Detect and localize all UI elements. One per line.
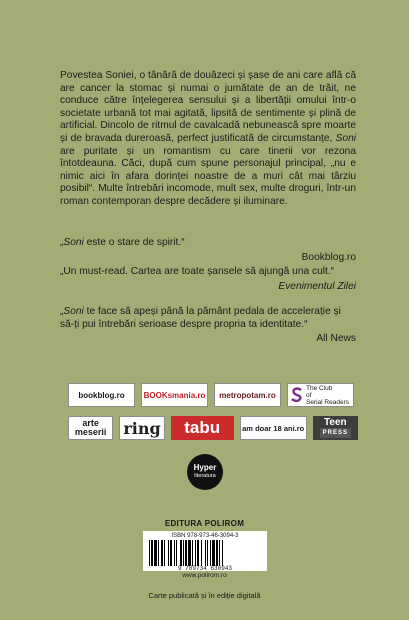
review-quote: [60, 266, 356, 279]
booksmania-logo: [141, 383, 208, 407]
review-quote-text: este o stare de spirit.“: [83, 237, 185, 248]
teen-logo-line-2: PRESS: [320, 428, 351, 438]
arte-logo-line-2: meserii: [74, 427, 107, 437]
isbn-barcode: [143, 531, 267, 571]
am-doar-18-ani-logo: [240, 416, 307, 440]
teen-press-logo: [313, 416, 358, 440]
hyper-logo-line-1: Hyper: [193, 463, 217, 472]
bookblog-logo-text: bookblog.ro: [78, 390, 125, 400]
club-s-icon: [291, 387, 303, 403]
club-logo-line-3: Serial Readers: [306, 398, 349, 406]
booksmania-logo-text: BOOKsmania.ro: [143, 390, 206, 400]
arte-logo-line-1: arte: [82, 418, 99, 428]
arte-meserii-logo: [68, 416, 113, 440]
review-quote: [60, 306, 356, 331]
publisher-website: www.polirom.ro: [182, 572, 227, 579]
book-blurb: [60, 70, 356, 209]
club-logo-line-1: The Club: [306, 384, 333, 392]
review-quote-text: te face să apeși până la pământ pedala de accelerație și să-ți pui întrebări serioase despre propria ta identitate.“: [60, 306, 341, 330]
tabu-logo-text: tabu: [184, 418, 221, 437]
hyperliteratura-logo: [187, 454, 223, 490]
club-logo-line-2: of: [306, 391, 312, 399]
review-bookblog: [60, 237, 356, 264]
barcode-number: 9 789734 630943: [177, 565, 232, 572]
bookblog-logo: [68, 383, 135, 407]
hyper-logo-line-2: literatura: [194, 473, 216, 479]
partner-logos-row-2: [68, 416, 358, 442]
metropotam-logo-text: metropotam.ro: [219, 390, 276, 400]
partner-logos-row-1: [68, 383, 358, 409]
isbn-text: ISBN 978-973-46-3094-3: [171, 533, 239, 539]
review-title-italic: Soni: [63, 237, 84, 248]
teen-logo-line-1: Teen: [324, 417, 347, 428]
review-evenimentul: [60, 266, 356, 293]
barcode-icon: [147, 540, 263, 566]
ring-logo-text: ring: [123, 418, 161, 438]
review-source: Bookblog.ro: [301, 251, 356, 263]
review-source: Evenimentul Zilei: [278, 280, 356, 292]
quote-open: „: [60, 237, 64, 248]
metropotam-logo: [214, 383, 281, 407]
amdoar-logo-text: am doar 18 ani.ro: [242, 423, 305, 433]
quote-open: „: [60, 306, 64, 317]
review-title-italic: Soni: [63, 306, 84, 317]
blurb-text-2: are puritate și un romantism cu care tinerii vor rezona întotdeauna. Căci, după cum spune personajul principal, „nu e nimic aici în afara dorinței noastre de a muri cât mai târziu posibil“. Multe întrebări incomode, mult sex, multe droguri, într-un roman contemporan despre decădere și iluminare.: [60, 145, 356, 207]
tabu-logo: [171, 416, 234, 440]
blurb-paragraph: [60, 70, 356, 209]
blurb-title-italic: Soni: [335, 132, 356, 144]
ring-logo: [119, 416, 164, 440]
digital-edition-note: Carte publicată și în ediție digitală: [148, 591, 261, 600]
review-source: All News: [316, 333, 356, 345]
club-serial-readers-logo: [287, 383, 354, 407]
review-quote: [60, 237, 356, 250]
blurb-text-1: Povestea Soniei, o tânără de douăzeci și șase de ani care află că are cancer la stomac și numai o jumătate de an de trăit, ne conduce către înțelegerea sensului și a libertății omului într-o societate urbană tot mai agitată, lipsită de sentimente și plină de artificial. Dincolo de ritmul de cavalcadă nebunească spre moarte și de bravada dureroasă, perfect justificată de circumstanțe,: [60, 70, 356, 144]
publisher-name: EDITURA POLIROM: [164, 519, 245, 528]
review-allnews: [60, 306, 356, 346]
review-quote-text: „Un must-read. Cartea are toate șansele să ajungă una cult.“: [60, 266, 335, 277]
